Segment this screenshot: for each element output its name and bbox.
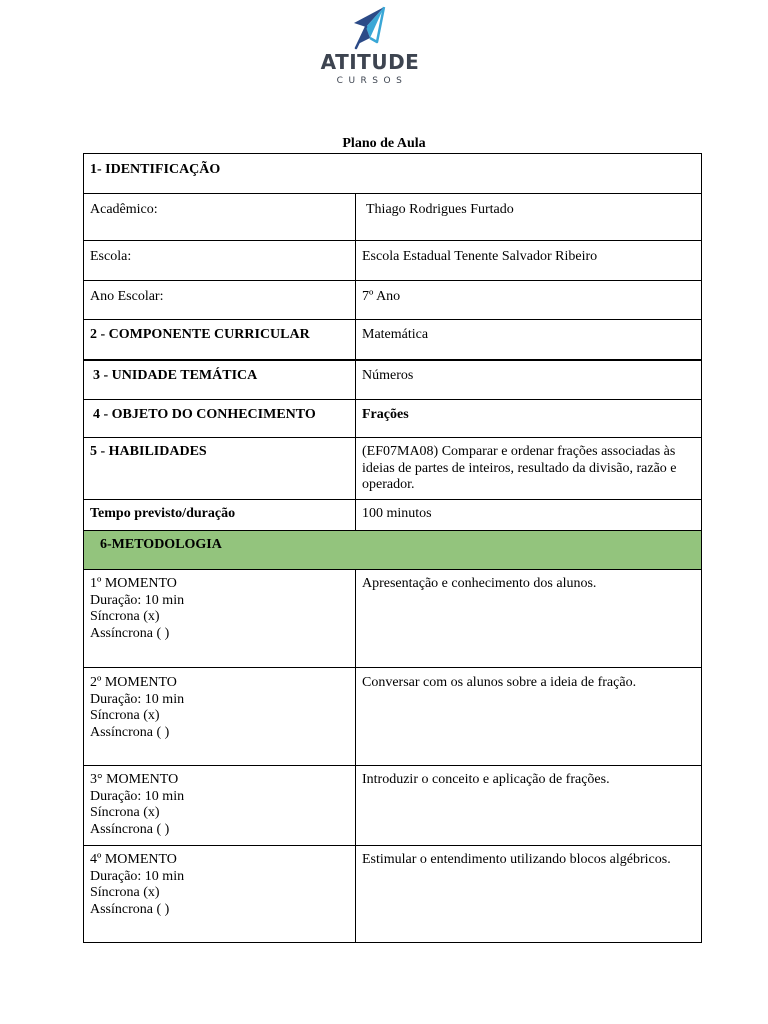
objeto-value: Frações <box>356 400 702 438</box>
academico-value: Thiago Rodrigues Furtado <box>356 194 702 241</box>
momento-3-details: 3° MOMENTO Duração: 10 min Síncrona (x) Assíncrona ( ) <box>84 766 356 846</box>
table-row <box>84 360 702 400</box>
escola-label: Escola: <box>84 241 356 281</box>
table-row <box>84 400 702 438</box>
lesson-plan-table <box>83 153 702 943</box>
table-row <box>84 194 702 241</box>
table-row <box>84 668 702 766</box>
momento-2-details: 2º MOMENTO Duração: 10 min Síncrona (x) Assíncrona ( ) <box>84 668 356 766</box>
habilidades-value: (EF07MA08) Comparar e ordenar frações associadas às ideias de partes de inteiros, resultado da divisão, razão e operador. <box>356 438 702 500</box>
tempo-label: Tempo previsto/duração <box>84 500 356 531</box>
section-identificacao-heading: 1- IDENTIFICAÇÃO <box>84 154 702 194</box>
momento-1-activity: Apresentação e conhecimento dos alunos. <box>356 570 702 668</box>
momento-1-details: 1º MOMENTO Duração: 10 min Síncrona (x) Assíncrona ( ) <box>84 570 356 668</box>
brand-name: ATITUDE <box>320 50 420 74</box>
brand-logo <box>318 4 422 84</box>
escola-value: Escola Estadual Tenente Salvador Ribeiro <box>356 241 702 281</box>
table-row <box>84 154 702 194</box>
momento-4-details: 4º MOMENTO Duração: 10 min Síncrona (x) Assíncrona ( ) <box>84 846 356 943</box>
brand-subtitle: CURSOS <box>336 76 408 86</box>
ano-escolar-label: Ano Escolar: <box>84 281 356 320</box>
unidade-value: Números <box>356 360 702 400</box>
tempo-value: 100 minutos <box>356 500 702 531</box>
habilidades-label: 5 - HABILIDADES <box>84 438 356 500</box>
componente-label: 2 - COMPONENTE CURRICULAR <box>84 320 356 360</box>
objeto-label: 4 - OBJETO DO CONHECIMENTO <box>84 400 356 438</box>
table-row <box>84 320 702 360</box>
componente-value: Matemática <box>356 320 702 360</box>
table-row <box>84 438 702 500</box>
paper-plane-icon <box>348 4 392 50</box>
table-row <box>84 846 702 943</box>
section-metodologia-heading: 6-METODOLOGIA <box>84 531 702 570</box>
table-row <box>84 281 702 320</box>
table-row <box>84 241 702 281</box>
academico-label: Acadêmico: <box>84 194 356 241</box>
ano-escolar-value: 7º Ano <box>356 281 702 320</box>
table-row <box>84 500 702 531</box>
table-row <box>84 766 702 846</box>
momento-3-activity: Introduzir o conceito e aplicação de frações. <box>356 766 702 846</box>
momento-2-activity: Conversar com os alunos sobre a ideia de fração. <box>356 668 702 766</box>
page-title: Plano de Aula <box>342 136 426 151</box>
table-row <box>84 570 702 668</box>
momento-4-activity: Estimular o entendimento utilizando blocos algébricos. <box>356 846 702 943</box>
unidade-label: 3 - UNIDADE TEMÁTICA <box>84 360 356 400</box>
table-row <box>84 531 702 570</box>
